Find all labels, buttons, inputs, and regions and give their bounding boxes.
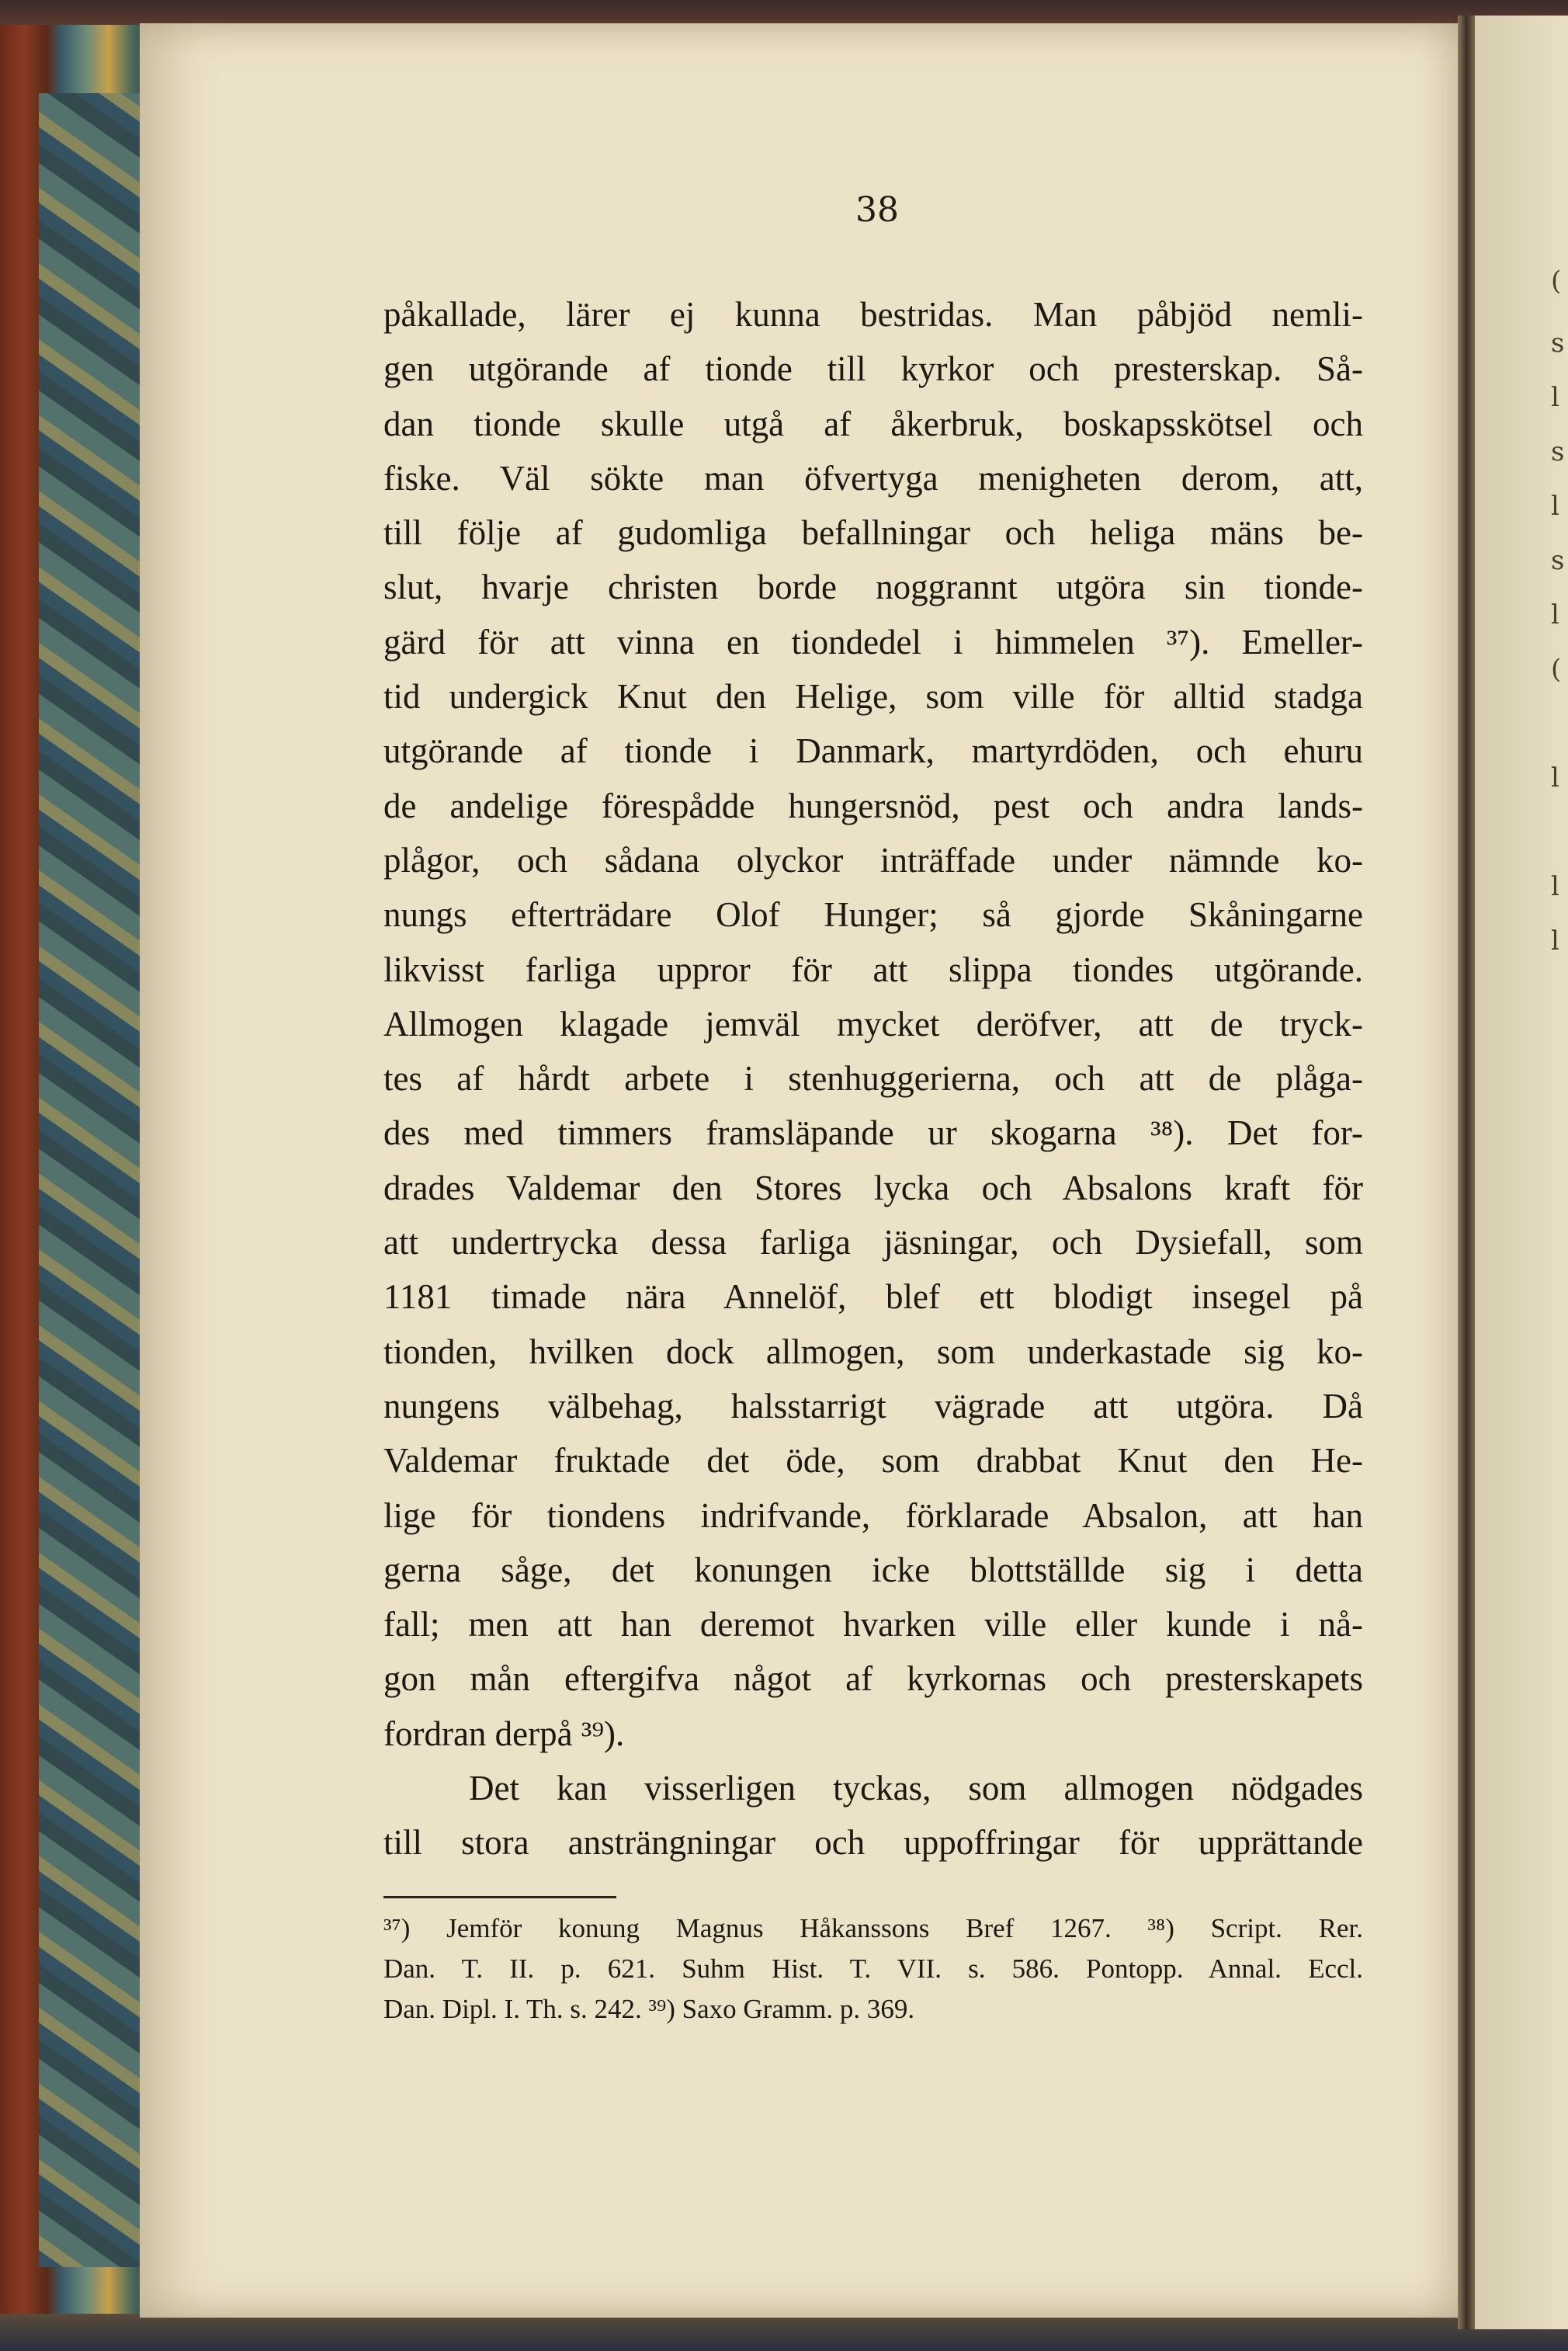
text-line: till stora ansträngningar och uppoffringar för upprättande [383,1823,1363,1863]
text-line: till följe af gudomliga befallningar och heliga mäns be- [383,513,1363,553]
text-line: tes af hårdt arbete i stenhuggerierna, och att de plåga- [383,1059,1363,1099]
text-line: påkallade, lärer ej kunna bestridas. Man påbjöd nemli- [383,295,1363,334]
edge-glyph: l [1551,762,1559,794]
footnotes [383,1908,1363,2030]
text-line: gerna såge, det konungen icke blottställde sig i detta [383,1550,1363,1589]
edge-glyph: l [1551,382,1559,413]
book-gutter [1458,16,1475,2329]
edge-glyph: s [1551,328,1565,359]
text-line: fiske. Väl sökte man öfvertyga menigheten derom, att, [383,458,1363,498]
marbled-endpaper [39,93,155,2267]
page-number: 38 [855,190,899,230]
text-line: gon mån eftergifva något af kyrkornas och presterskapets [383,1659,1363,1699]
text-line: gärd för att vinna en tiondedel i himmelen ³⁷). Emeller- [383,622,1363,662]
edge-glyph: l [1551,871,1559,902]
book-cover-top [0,0,1568,25]
edge-glyph: l [1551,599,1559,630]
text-line: Allmogen klagade jemväl mycket deröfver, att de tryck- [383,1004,1363,1044]
text-line: dan tionde skulle utgå af åkerbruk, boskapsskötsel och [383,404,1363,443]
adjacent-page-edge [1475,16,1568,2329]
text-line: de andelige förespådde hungersnöd, pest och andra lands- [383,786,1363,825]
text-line: plågor, och sådana olyckor inträffade under nämnde ko- [383,840,1363,880]
edge-glyph: ( [1551,266,1562,297]
text-line: drades Valdemar den Stores lycka och Absalons kraft för [383,1168,1363,1207]
text-line: fordran derpå ³⁹). [383,1714,625,1753]
edge-glyph: s [1551,436,1565,467]
book-cover-bottom [0,2314,1568,2351]
text-line: des med timmers framsläpande ur skogarna ³⁸). Det for- [383,1113,1363,1153]
text-line: lige för tiondens indrifvande, förklarade Absalon, att han [383,1495,1363,1535]
text-line: att undertrycka dessa farliga jäsningar, och Dysiefall, som [383,1223,1363,1262]
edge-glyph: l [1551,491,1559,522]
footnote-rule [383,1896,616,1898]
text-line: nungs efterträdare Olof Hunger; så gjorde Skåningarne [383,895,1363,935]
text-line: gen utgörande af tionde till kyrkor och presterskap. Så- [383,349,1363,389]
body-text [383,287,1363,1870]
edge-glyph: ( [1551,654,1562,685]
footnote-line: Dan. Dipl. I. Th. s. 242. ³⁹) Saxo Gramm. p. 369. [383,1994,915,2024]
text-line: Valdemar fruktade det öde, som drabbat Knut den He- [383,1441,1363,1481]
text-line: likvisst farliga uppror för att slippa tiondes utgörande. [383,950,1363,989]
text-line: Det kan visserligen tyckas, som allmogen nödgades [469,1769,1363,1808]
text-line: 1181 timade nära Annelöf, blef ett blodigt insegel på [383,1277,1363,1317]
edge-glyph: s [1551,545,1565,576]
text-line: nungens välbehag, halsstarrigt vägrade att utgöra. Då [383,1386,1363,1426]
edge-glyph: l [1551,925,1559,957]
footnote-line: ³⁷) Jemför konung Magnus Håkanssons Bref 1267. ³⁸) Script. Rer. [383,1913,1363,1943]
text-line: slut, hvarje christen borde noggrannt utgöra sin tionde- [383,568,1363,607]
footnote-line: Dan. T. II. p. 621. Suhm Hist. T. VII. s. 586. Pontopp. Annal. Eccl. [383,1953,1363,1984]
text-line: utgörande af tionde i Danmark, martyrdöden, och ehuru [383,731,1363,771]
text-line: tid undergick Knut den Helige, som ville för alltid stadga [383,677,1363,717]
text-line: tionden, hvilken dock allmogen, som underkastade sig ko- [383,1332,1363,1371]
text-line: fall; men att han deremot hvarken ville eller kunde i nå- [383,1605,1363,1644]
